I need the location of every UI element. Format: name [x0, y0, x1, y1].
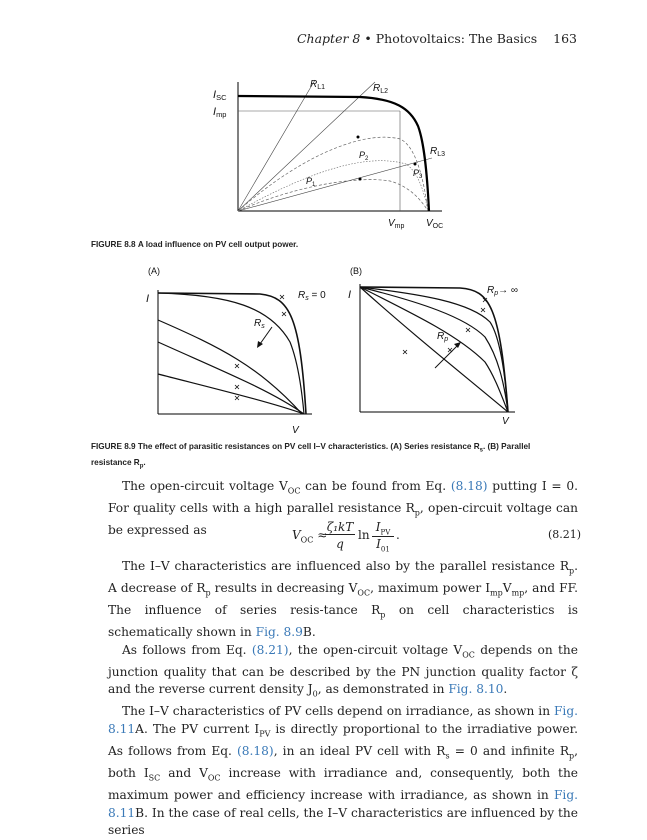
eq-lhs: $V_{OC}$ ≈ [292, 528, 328, 545]
rp-arrow [435, 346, 457, 368]
label-rp: $R_p$ [437, 331, 449, 343]
label-vmp: $V_{mp}$ [388, 218, 405, 230]
load-line-rl3 [238, 158, 432, 211]
eq-frac-num: $I_{PV}$ [372, 520, 394, 537]
paragraph-4: The I–V characteristics of PV cells depend on irradiance, as shown in Fig. 8.11A. The PV current $I_{PV}$ is directly proportional to the irradiative power. As follows from Eq. (8.18), in an ideal PV cell with $R_s = 0$ and infinite $R_p$, both $I_{SC}$ and $V_{OC}$ increase with irradiance and, consequently, both the maximum power and efficiency increase with irradiance, as shown in Fig. 8.11B. In the case of real cells, the I–V characteristics are influenced by the series [108, 704, 579, 838]
eq-ln: ln [358, 528, 370, 542]
figure-8-9-caption: FIGURE 8.9 The effect of parasitic resistances on PV cell I–V characteristics. (A) Series resistance $R_s$. (B) Parallel resistance $R_p$. [91, 442, 531, 470]
paragraphs-2-4 [108, 558, 578, 840]
figure-8-9-panel-b [340, 262, 540, 437]
eq-dot: . [396, 528, 400, 542]
label-p1: $P_1$ [306, 176, 316, 188]
panel-b-y-label: I [348, 289, 352, 301]
label-isc: ISC [213, 89, 227, 102]
paragraph-3: As follows from Eq. (8.21), the open-circuit voltage $V_{OC}$ depends on the junction quality that can be described by the PN junction quality factor ζ and the reverse current density $J_0$, as demonstrated in Fig. 8.10. [108, 642, 578, 699]
label-rs-zero: $R_s = 0$ [298, 290, 326, 302]
label-rp-inf: $R_p\to$ ∞ [487, 285, 519, 297]
eq-number: (8.21) [548, 528, 582, 541]
figure-8-8 [210, 76, 460, 236]
fig-ref-8-10[interactable]: Fig. 8.10 [448, 682, 504, 697]
load-line-rl2 [238, 82, 375, 211]
point-p1 [359, 178, 362, 181]
figure-8-9-panel-a [140, 262, 330, 437]
header-title: Photovoltaics: The Basics [375, 31, 538, 46]
panel-a-tag: (A) [148, 266, 160, 276]
rs-arrow-head [257, 341, 263, 348]
series-rp-4 [360, 287, 508, 412]
label-p3: $P_3$ [413, 168, 423, 180]
fig-ref-8-9[interactable]: Fig. 8.9 [255, 625, 303, 640]
label-rl3: $R_{L3}$ [430, 146, 446, 158]
header-bullet: • [364, 31, 372, 46]
label-rs: $R_s$ [254, 318, 265, 330]
label-rl1: $R_{L1}$ [310, 79, 326, 91]
eq-ref-8-21[interactable]: (8.21) [251, 642, 289, 657]
label-p2: $P_2$ [359, 150, 369, 162]
series-rs-3 [158, 342, 304, 414]
page-number: 163 [553, 31, 577, 46]
panel-b-markers [403, 298, 487, 354]
chapter-label: Chapter 8 [296, 31, 361, 46]
label-imp: Imp [213, 106, 227, 119]
eq-num: ζ₁kT [326, 520, 354, 534]
label-voc: $V_{OC}$ [426, 218, 444, 230]
figure-8-8-caption: FIGURE 8.8 A load influence on PV cell output power. [91, 240, 299, 249]
eq-ref-8-18b[interactable]: (8.18) [237, 743, 274, 758]
panel-a-markers [235, 295, 286, 400]
eq-den: q [336, 537, 344, 551]
panel-b-x-label: V [502, 416, 509, 427]
equation-8-21 [0, 522, 647, 556]
point-p2 [357, 136, 360, 139]
paragraph-1: The open-circuit voltage $V_{OC}$ can be found from Eq. (8.18) putting I = 0. For quality cells with a high parallel resistance $R_p$, open-circuit voltage can be expressed as [108, 479, 578, 538]
paragraph-2: The I–V characteristics are influenced also by the parallel resistance $R_p$. A decrease of $R_p$ results in decreasing $V_{OC}$, maximum power $I_{mp}V_{mp}$, and FF. The influence of series resis-tance $R_p$ on cell characteristics is schematically shown in Fig. 8.9B. [108, 559, 579, 640]
eq-frac-den: $I_{01}$ [376, 537, 390, 554]
panel-a-x-label: V [292, 425, 299, 436]
point-p3 [414, 163, 417, 166]
running-header [297, 31, 577, 46]
panel-b-tag: (B) [350, 266, 362, 276]
fig-ref-8-11a[interactable]: Fig. 8.11 [108, 704, 578, 736]
fig-ref-8-11b[interactable]: Fig. 8.11 [108, 788, 578, 820]
series-rs-1 [158, 293, 304, 414]
rp-arrow-head [454, 342, 461, 348]
iv-curve [238, 96, 429, 211]
eq-ref-8-18[interactable]: (8.18) [450, 479, 488, 493]
panel-a-y-label: I [146, 293, 150, 305]
label-rl2: $R_{L2}$ [373, 83, 389, 95]
